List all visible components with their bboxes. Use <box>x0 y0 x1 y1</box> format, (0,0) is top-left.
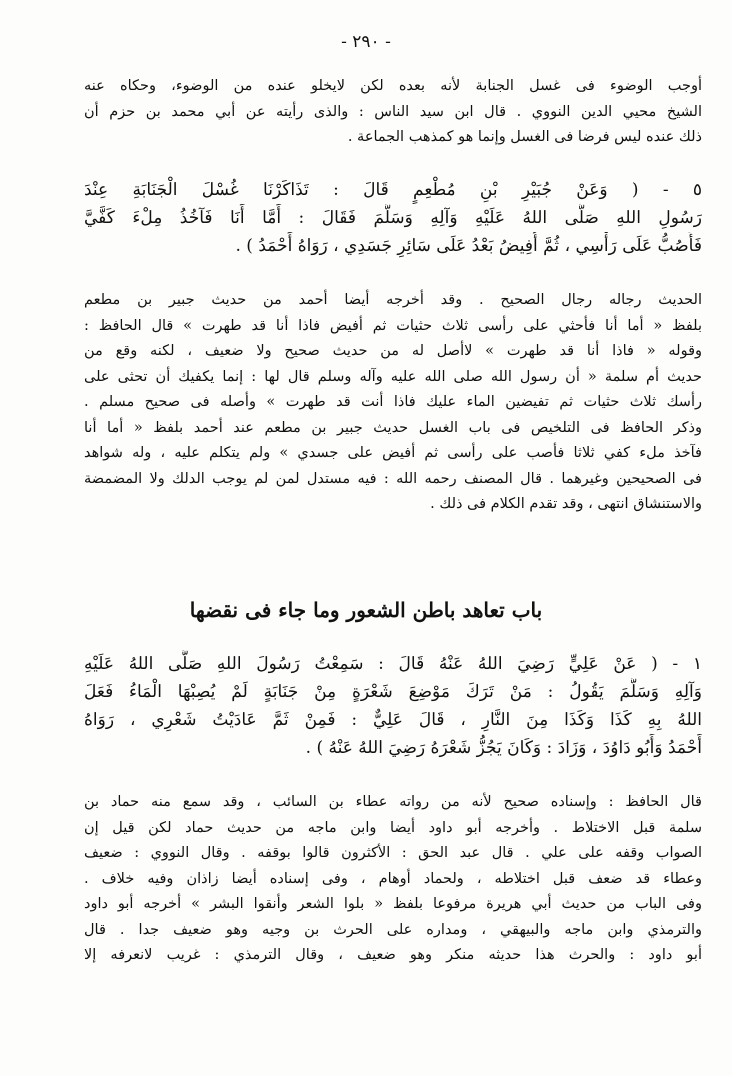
hadith-line: ١ - ( عَنْ عَلِيٍّ رَضِيَ اللهُ عَنْهُ قَالَ : سَمِعْتُ رَسُولَ اللهِ صَلَّى اللهُ عَلَيْهِ <box>84 654 702 674</box>
text-line: وفى الباب من حديث أبي هريرة مرفوعا بلفظ « بلوا الشعر وأنقوا البشر » أخرجه أبو داود <box>84 896 702 912</box>
text-line: بلفظ « أما أنا فأحثي على رأسى ثلاث حثيات ثم أفيض فاذا أنا قد طهرت » قال الحافظ : <box>84 317 702 334</box>
hadith-line: فَأَصُبُّ عَلَى رَأْسِي ، ثُمَّ أُفِيضُ بَعْدُ عَلَى سَائِرِ جَسَدِي ، رَوَاهُ أَحْمَدُ ) . <box>235 236 702 256</box>
text-line: رأسك ثلاث حثيات ثم تفيضين الماء عليك فاذا أنت قد طهرت » وأصله فى صحيح مسلم . <box>84 394 702 410</box>
text-line: وعطاء قد ضعف قبل اختلاطه ، ولحماد أوهام ، وفى إسناده أيضا زاذان وفيه خلاف . <box>84 870 702 887</box>
text-line: والاستنشاق انتهى ، وقد تقدم الكلام فى ذلك . <box>430 496 702 512</box>
text-line: الحديث رجاله رجال الصحيح . وقد أخرجه أيضا أحمد من حديث جبير بن مطعم <box>84 292 702 308</box>
text-line: أوجب الوضوء فى غسل الجنابة لأنه بعده لكن لايخلو عنده من الوضوء، وحكاه عنه <box>84 78 702 94</box>
text-line: وقوله « فاذا أنا قد طهرت » لاأصل له من حديث صحيح ولا ضعيف ، لكنه وقع من <box>84 343 702 359</box>
hadith-1 <box>84 650 702 762</box>
text-line: أبو داود : والحرث هذا حديثه منكر وهو ضعيف ، وقال الترمذي : غريب لانعرفه إلا <box>84 947 702 963</box>
text-line: سلمة قبل الاختلاط . وأخرجه أبو داود أيضا وابن ماجه من حديث حماد لكن قيل إن <box>84 819 702 836</box>
hadith-line: أَحْمَدُ وَأَبُو دَاوُدَ ، وَزَادَ : وَكَانَ يَجُزُّ شَعْرَهُ رَضِيَ اللهُ عَنْهُ ) . <box>305 738 702 758</box>
text-line: فآخذ ملء كفي ثلاثا فأصب على رأسى ثم أفيض على جسدي » ولم يتكلم عليه ، وله شواهد <box>84 445 702 461</box>
commentary-hadith-5 <box>84 288 702 518</box>
page-number: - ٢٩٠ - <box>341 32 391 52</box>
commentary-hadith-1 <box>84 790 702 969</box>
text-line: الشيخ محيي الدين النووي . قال ابن سيد الناس : والذى رأيته عن أبي محمد بن حزم أن <box>84 103 702 120</box>
text-line: والترمذي وابن ماجه والبيهقي ، ومداره على الحرث بن وجيه وهو ضعيف جدا . قال <box>84 921 702 938</box>
hadith-5 <box>84 176 702 260</box>
chapter-heading: باب تعاهد باطن الشعور وما جاء فى نقضها <box>189 598 543 622</box>
text-line: ذلك عنده ليس فرضا فى الغسل وإنما هو كمذهب الجماعة . <box>347 129 702 145</box>
text-line: حديث أم سلمة « أن رسول الله صلى الله عليه وآله وسلم قال لها : إنما يكفيك أن تحثى على <box>84 368 702 385</box>
hadith-line: اللهُ بِهِ كَذَا وَكَذَا مِنَ النَّارِ ، قَالَ عَلِيٌّ : فَمِنْ ثَمَّ عَادَيْتُ شَعْرِي ، رَوَاهُ <box>84 710 702 730</box>
paragraph-intro <box>84 74 702 151</box>
text-line: فى الصحيحين وغيرهما . قال المصنف رحمه الله : فيه مستدل لمن لم يوجب الدلك ولا المضمضة <box>84 470 702 487</box>
hadith-line: رَسُولِ اللهِ صَلَّى اللهُ عَلَيْهِ وَآلِهِ وَسَلَّمَ فَقَالَ : أَمَّا أَنَا فَآخُذُ مِلْءَ كَفَّيَّ <box>84 208 702 228</box>
text-line: الصواب وقفه على علي . قال عبد الحق : الأكثرون قالوا بوقفه . وقال النووي : ضعيف <box>84 845 702 861</box>
text-line: وذكر الحافظ فى التلخيص فى باب الغسل حديث جبير بن مطعم عند أحمد بلفظ « أما أنا <box>84 419 702 436</box>
hadith-line: ٥ - ( وَعَنْ جُبَيْرِ بْنِ مُطْعِمٍ قَالَ : تَذَاكَرْنَا غُسْلَ الْجَنَابَةِ عِنْدَ <box>84 180 702 200</box>
text-line: قال الحافظ : وإسناده صحيح لأنه من رواته عطاء بن السائب ، وقد سمع منه حماد بن <box>84 794 702 810</box>
hadith-line: وَآلِهِ وَسَلَّمَ يَقُولُ : مَنْ تَرَكَ مَوْضِعَ شَعْرَةٍ مِنْ جَنَابَةٍ لَمْ يُصِبْهَا الْمَاءُ فَعَلَ <box>84 682 702 702</box>
